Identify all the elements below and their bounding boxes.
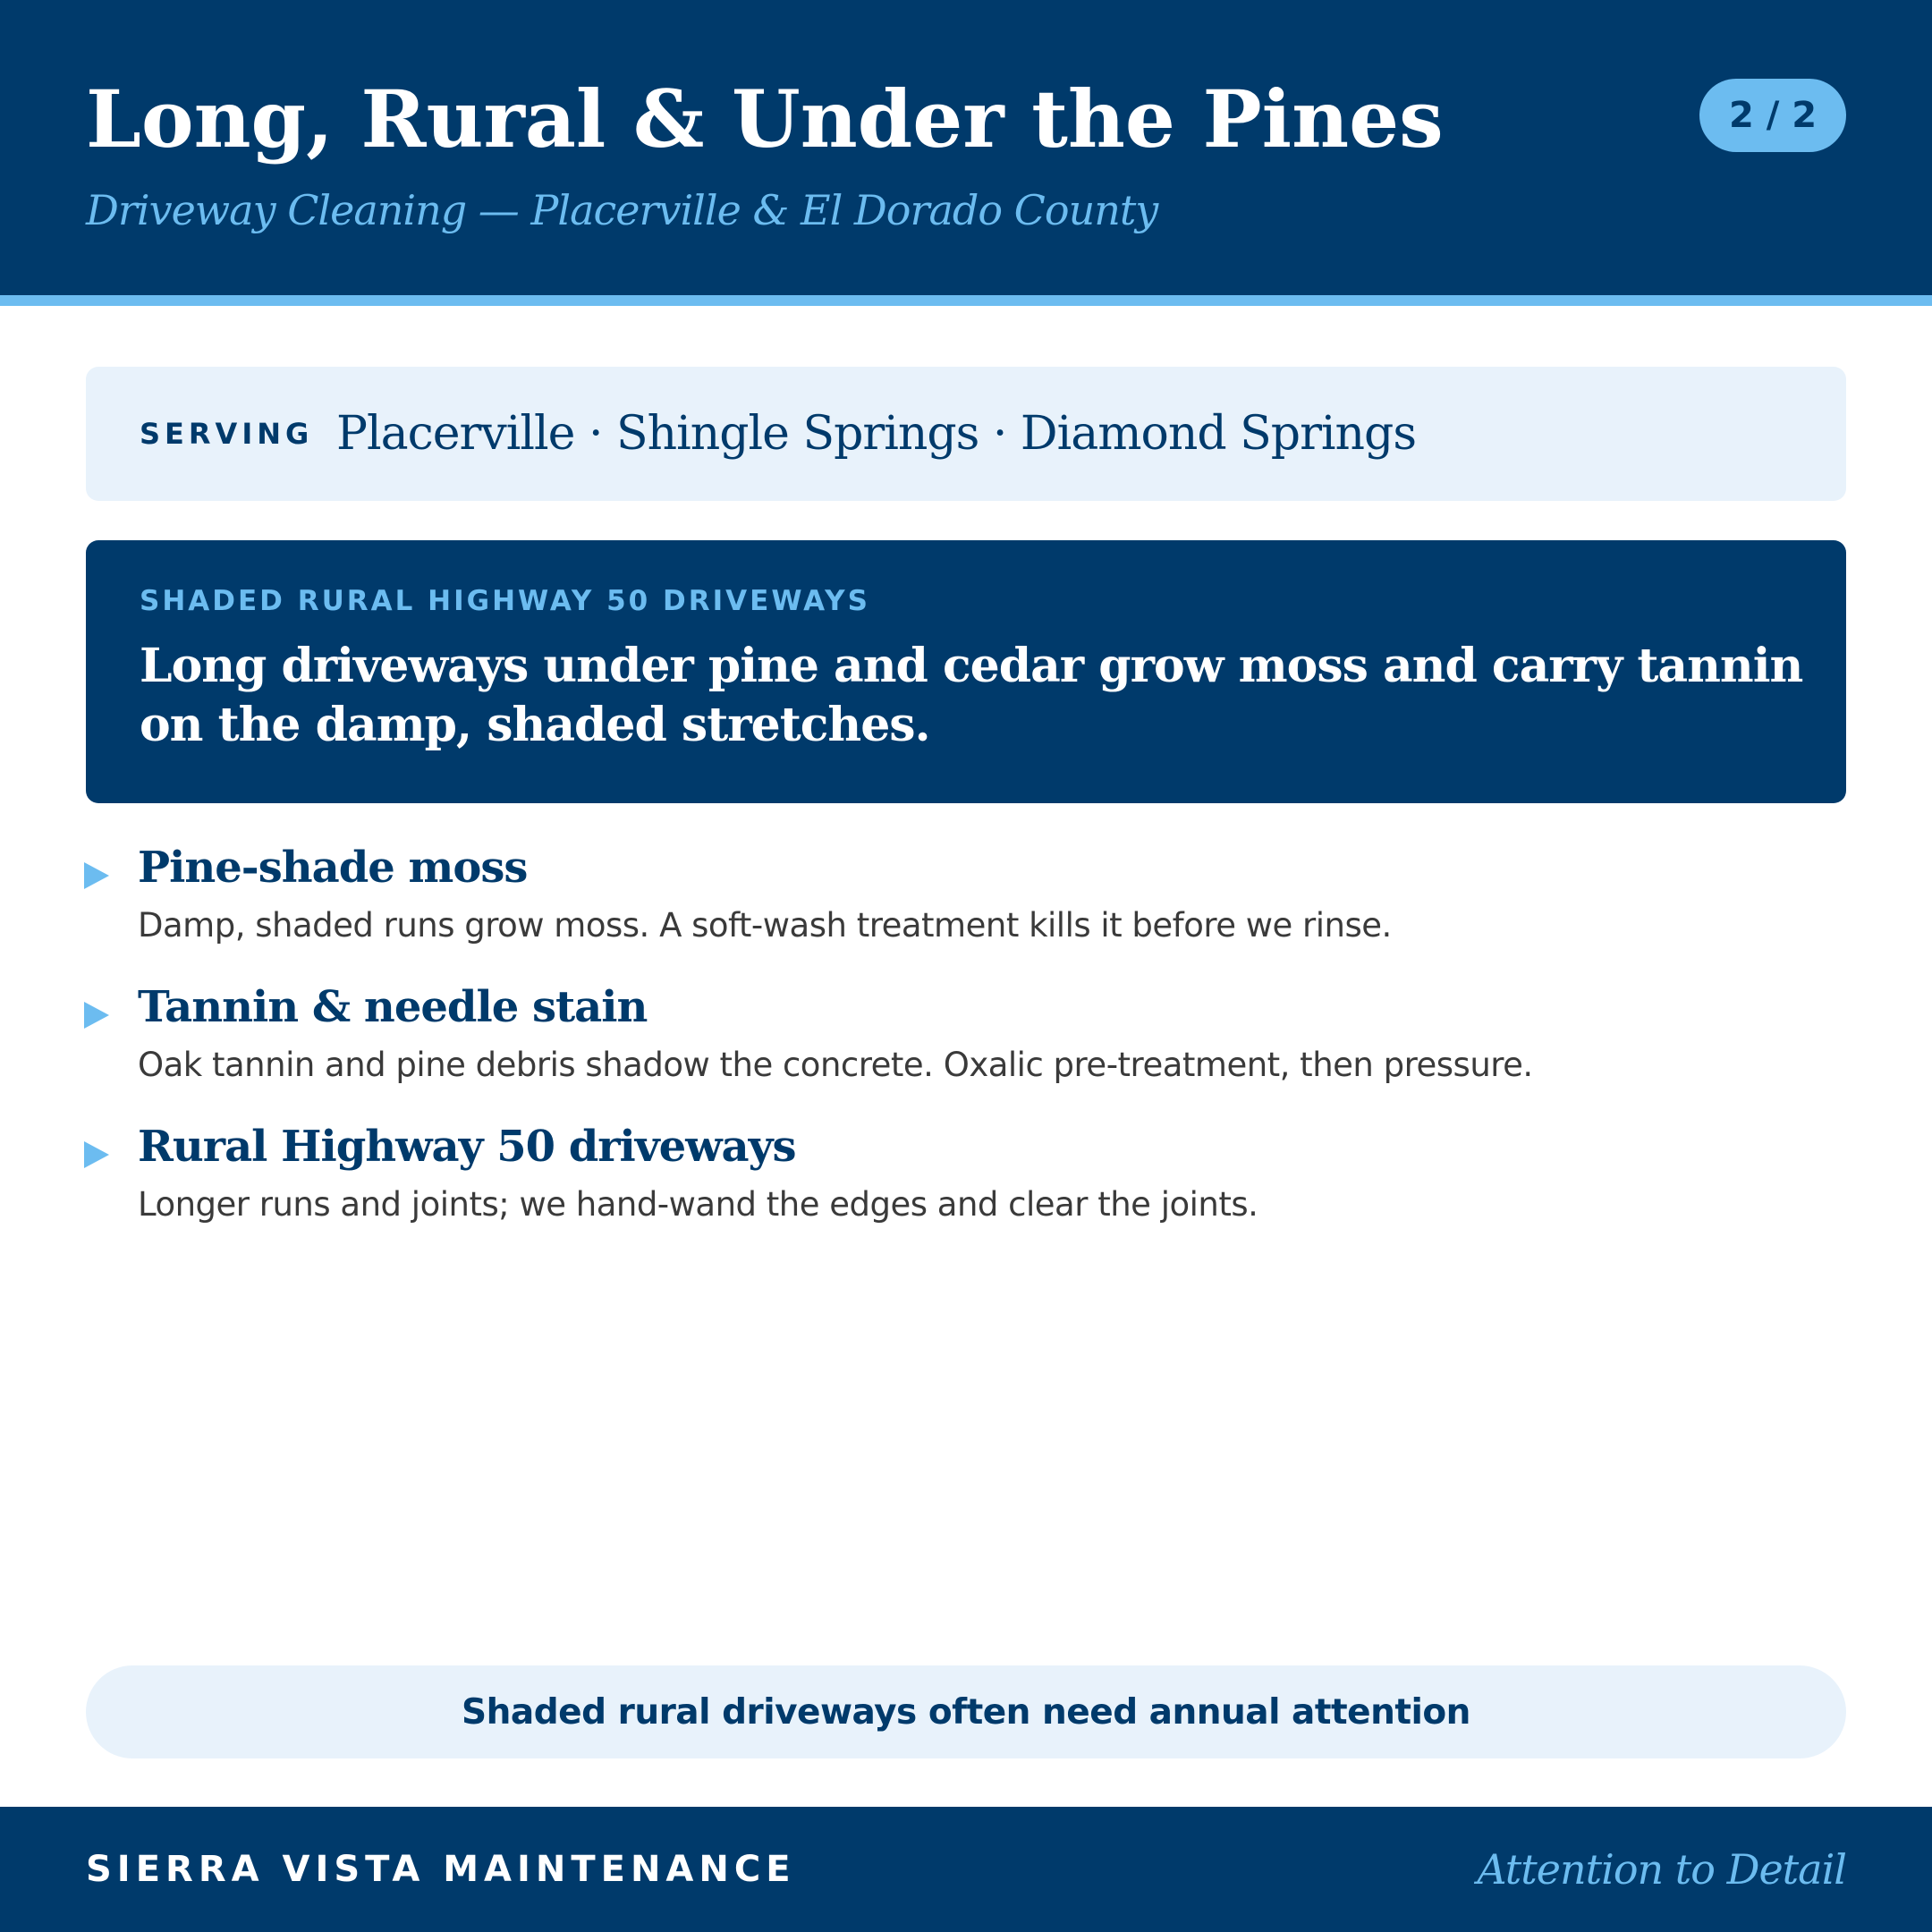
list-item-title: Tannin & needle stain [138,982,648,1032]
list-item [0,1118,1932,1243]
triangle-bullet-icon [84,1141,109,1168]
feature-kicker: SHADED RURAL HIGHWAY 50 DRIVEWAYS [140,585,870,617]
list-item-title: Rural Highway 50 driveways [138,1122,796,1172]
page-title: Long, Rural & Under the Pines [86,72,1444,165]
header-accent-stripe [0,295,1932,306]
list-item-description: Damp, shaded runs grow moss. A soft-wash treatment kills it before we rinse. [138,906,1392,945]
feature-callout [86,540,1846,803]
annual-attention-note: Shaded rural driveways often need annual attention [86,1665,1846,1758]
triangle-bullet-icon [84,1002,109,1029]
list-item [0,839,1932,964]
header-banner [0,0,1932,295]
footer-bar [0,1807,1932,1932]
brand-name: SIERRA VISTA MAINTENANCE [86,1849,796,1890]
serving-area-box [86,367,1846,501]
page-subtitle: Driveway Cleaning — Placerville & El Dorado County [86,186,1158,234]
feature-text: Long driveways under pine and cedar grow moss and carry tannin on the damp, shaded stretches. [140,639,1803,752]
list-item-description: Longer runs and joints; we hand-wand the edges and clear the joints. [138,1185,1258,1224]
brand-tagline: Attention to Detail [1477,1845,1846,1894]
triangle-bullet-icon [84,862,109,889]
list-item-title: Pine-shade moss [138,843,528,893]
page-indicator-badge: 2 / 2 [1699,79,1846,152]
list-item [0,979,1932,1104]
list-item-description: Oak tannin and pine debris shadow the concrete. Oxalic pre-treatment, then pressure. [138,1046,1533,1084]
serving-label: SERVING [140,417,314,451]
serving-towns: Placerville · Shingle Springs · Diamond Springs [336,407,1417,461]
